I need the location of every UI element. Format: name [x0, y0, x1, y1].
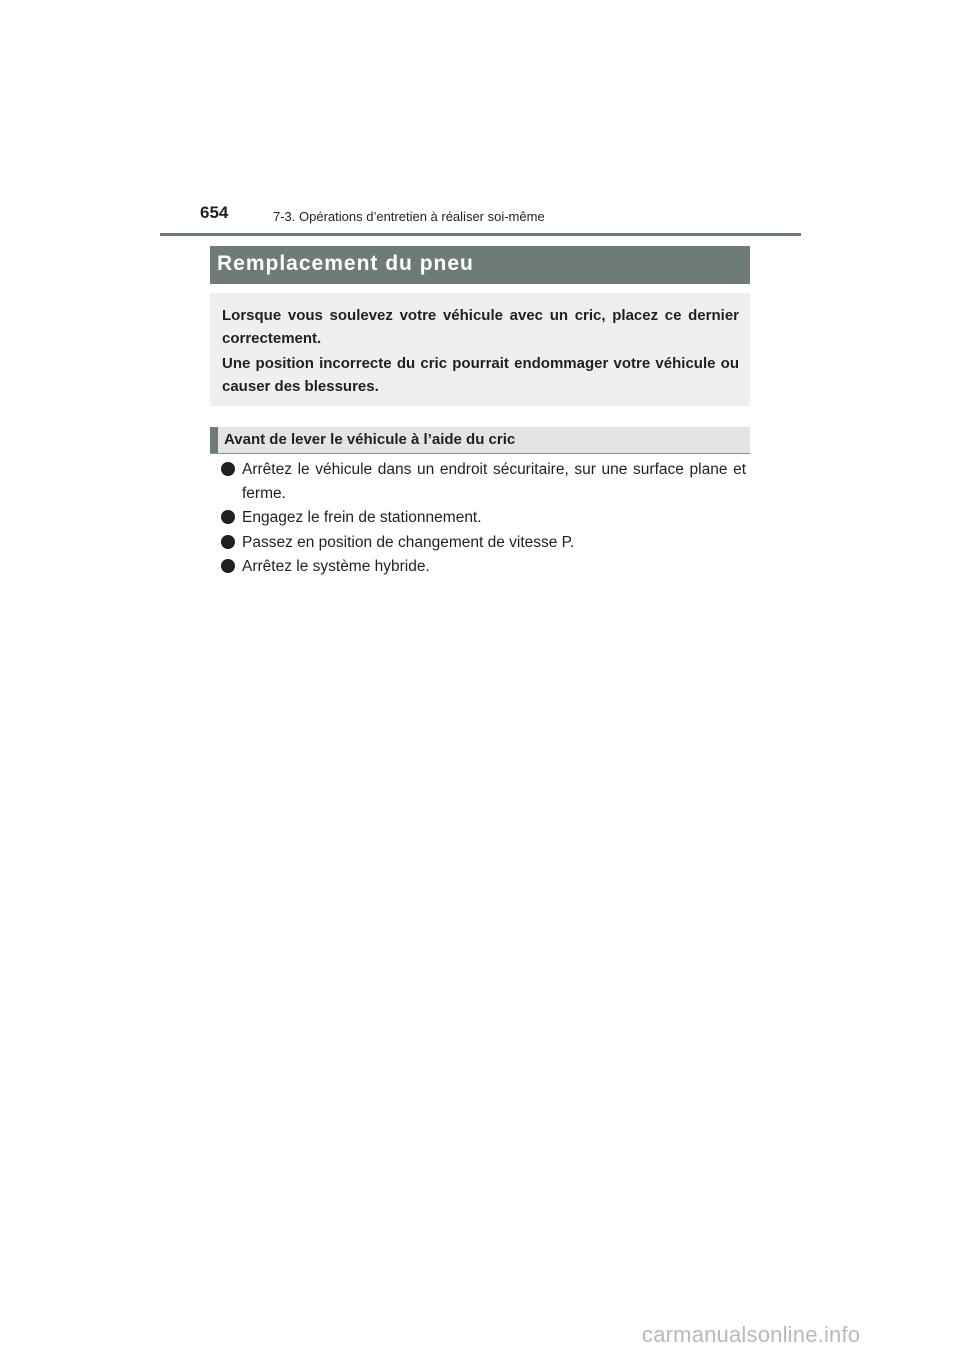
subheading-bar	[210, 427, 750, 454]
header-rule	[160, 233, 801, 236]
list-item	[220, 555, 746, 579]
list-item	[220, 506, 746, 530]
bullet-list	[220, 458, 746, 580]
list-item-text: Engagez le frein de stationnement.	[242, 509, 482, 526]
section-title-bar	[210, 246, 750, 284]
list-item	[220, 531, 746, 555]
bullet-dot-icon	[221, 559, 235, 573]
section-path: 7-3. Opérations d’entretien à réaliser soi-même	[273, 209, 545, 224]
bullet-dot-icon	[221, 535, 235, 549]
intro-box	[210, 293, 750, 406]
intro-paragraph: Lorsque vous soulevez votre véhicule avec un cric, placez ce dernier correctement.	[222, 307, 739, 347]
page-header	[160, 203, 800, 233]
bullet-dot-icon	[221, 462, 235, 476]
page-number: 654	[200, 203, 229, 222]
list-item	[220, 458, 746, 505]
watermark: carmanualsonline.info	[642, 1322, 861, 1347]
intro-paragraph: Une position incorrecte du cric pourrait endommager votre véhicule ou causer des blessures.	[222, 355, 739, 395]
section-title: Remplacement du pneu	[217, 252, 474, 275]
subheading-accent	[210, 427, 218, 453]
subheading: Avant de lever le véhicule à l’aide du cric	[224, 431, 516, 448]
list-item-text: Arrêtez le système hybride.	[242, 558, 430, 575]
bullet-dot-icon	[221, 510, 235, 524]
list-item-text: Arrêtez le véhicule dans un endroit sécuritaire, sur une surface plane et ferme.	[242, 461, 746, 502]
list-item-text: Passez en position de changement de vitesse P.	[242, 533, 575, 551]
